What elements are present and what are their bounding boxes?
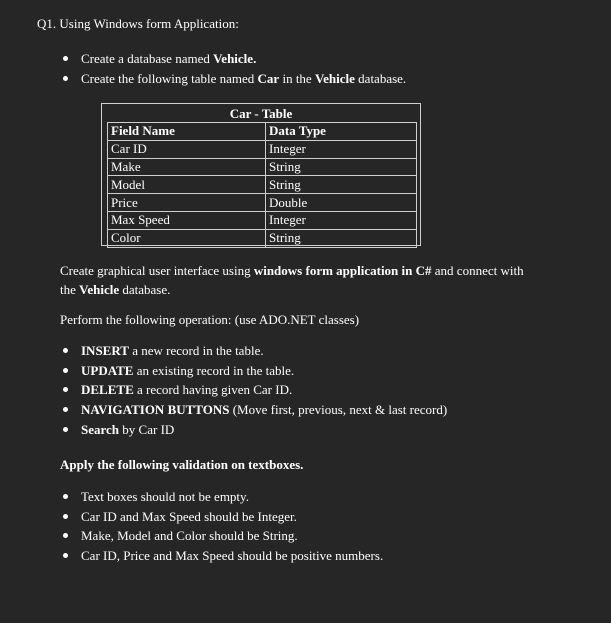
operations-list <box>81 341 447 439</box>
list-item-bold: NAVIGATION BUTTONS <box>81 402 230 418</box>
validation-list <box>81 487 383 566</box>
list-item-text: a record having given Car ID. <box>133 382 293 398</box>
table-row <box>108 176 417 194</box>
list-item <box>81 361 447 381</box>
table-cell: Model <box>108 176 266 194</box>
list-item <box>81 69 406 89</box>
bullet-icon <box>63 494 68 499</box>
car-table-grid <box>107 122 417 248</box>
car-table <box>101 103 421 246</box>
bullet-icon <box>63 514 68 519</box>
table-header-row <box>108 123 417 141</box>
table-cell: String <box>266 158 417 176</box>
list-item <box>81 420 447 440</box>
list-item <box>81 380 447 400</box>
list-item-bold: Vehicle <box>314 70 355 86</box>
table-cell: String <box>266 229 417 247</box>
bullet-icon <box>63 76 68 81</box>
validation-heading: Apply the following validation on textboxes. <box>60 457 304 472</box>
list-item-bold: UPDATE <box>81 362 134 378</box>
table-caption: Car - Table <box>229 106 293 121</box>
table-cell: Car ID <box>108 140 266 158</box>
bullet-icon <box>63 427 68 432</box>
list-item-bold: Car <box>257 70 280 86</box>
intro-list <box>81 49 406 88</box>
list-item-text: Create the following table named <box>81 70 258 86</box>
operations-intro: Perform the following operation: (use ADO.NET classes) <box>60 312 360 327</box>
list-item-text: Make, Model and Color should be String. <box>81 528 298 544</box>
table-cell: Integer <box>266 140 417 158</box>
list-item <box>81 49 406 69</box>
gui-paragraph-line-1 <box>60 263 524 279</box>
gui-paragraph-line-2 <box>60 282 170 298</box>
table-row <box>108 211 417 229</box>
table-row <box>108 140 417 158</box>
list-item-text: database. <box>354 70 407 86</box>
paragraph-text: and connect with <box>431 263 524 278</box>
list-item-text: Text boxes should not be empty. <box>81 489 249 504</box>
list-item-text: in the <box>279 70 315 86</box>
list-item-text: an existing record in the table. <box>133 362 295 378</box>
list-item-text: Car ID and Max Speed should be Integer. <box>81 508 297 524</box>
list-item <box>81 507 383 527</box>
list-item-bold: DELETE <box>81 382 134 398</box>
paragraph-bold: windows form application in C# <box>253 263 432 278</box>
bullet-icon <box>63 56 68 61</box>
table-cell: Max Speed <box>108 211 266 229</box>
bullet-icon <box>63 533 68 538</box>
table-row <box>108 194 417 212</box>
table-header-cell: Field Name <box>108 123 266 141</box>
list-item <box>81 526 383 546</box>
paragraph-text: the <box>60 282 80 297</box>
bullet-icon <box>63 553 68 558</box>
list-item-text: by Car ID <box>119 421 175 437</box>
list-item-bold: INSERT <box>81 343 129 358</box>
table-header-cell: Data Type <box>266 123 417 141</box>
table-cell: Double <box>266 194 417 212</box>
table-cell: Integer <box>266 211 417 229</box>
list-item <box>81 546 383 566</box>
paragraph-text: Create graphical user interface using <box>60 263 254 278</box>
paragraph-text: database. <box>119 282 171 297</box>
table-cell: Color <box>108 229 266 247</box>
list-item <box>81 400 447 420</box>
question-title: Q1. Using Windows form Application: <box>37 16 239 31</box>
table-cell: String <box>266 176 417 194</box>
table-cell: Price <box>108 194 266 212</box>
list-item-bold: Vehicle. <box>213 51 257 66</box>
paragraph-bold: Vehicle <box>79 282 120 297</box>
bullet-icon <box>63 348 68 353</box>
bullet-icon <box>63 387 68 392</box>
list-item-text: Create a database named <box>81 51 214 66</box>
list-item-bold: Search <box>81 421 120 437</box>
table-row <box>108 229 417 247</box>
bullet-icon <box>63 368 68 373</box>
list-item-text: Car ID, Price and Max Speed should be positive numbers. <box>81 548 384 564</box>
list-item-text: (Move first, previous, next & last record) <box>229 402 448 418</box>
list-item-text: a new record in the table. <box>128 343 264 358</box>
list-item <box>81 341 447 361</box>
table-row <box>108 158 417 176</box>
bullet-icon <box>63 407 68 412</box>
list-item <box>81 487 383 507</box>
table-cell: Make <box>108 158 266 176</box>
